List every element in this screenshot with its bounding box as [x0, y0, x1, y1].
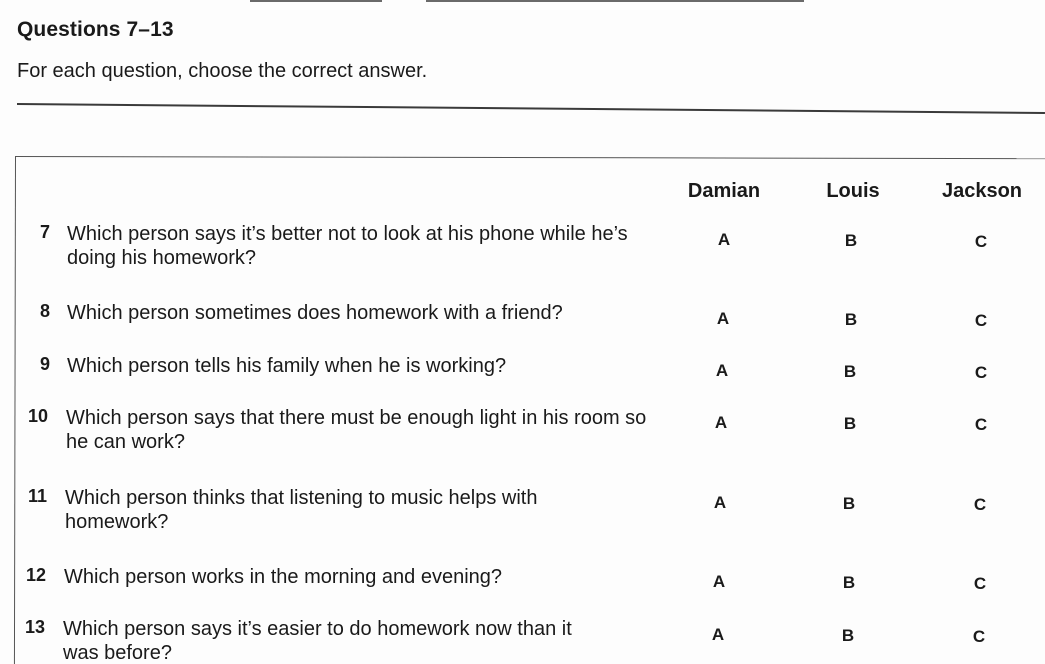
option-b[interactable]: B	[844, 231, 858, 250]
option-b[interactable]: B	[841, 626, 855, 645]
question-text: Which person tells his family when he is working?	[67, 355, 507, 377]
question-number: 11	[27, 486, 47, 506]
option-c[interactable]: C	[972, 627, 986, 646]
question-text: Which person sometimes does homework with a friend?	[67, 302, 563, 324]
option-b[interactable]: B	[843, 362, 857, 381]
option-a[interactable]: A	[711, 625, 725, 644]
option-a[interactable]: A	[716, 309, 730, 328]
question-number: 7	[39, 222, 50, 242]
column-header-louis: Louis	[826, 180, 880, 202]
instruction-text: For each question, choose the correct answer.	[17, 60, 428, 82]
option-c[interactable]: C	[974, 363, 988, 382]
section-heading: Questions 7–13	[17, 18, 174, 41]
option-a[interactable]: A	[717, 230, 731, 249]
question-text: Which person says it’s easier to do homework now than it was before?	[63, 618, 572, 664]
question-text: Which person works in the morning and evening?	[64, 566, 503, 588]
question-number: 9	[39, 354, 50, 374]
option-a[interactable]: A	[712, 572, 726, 591]
option-a[interactable]: A	[714, 413, 728, 432]
question-number: 8	[39, 301, 50, 321]
option-b[interactable]: B	[844, 310, 858, 329]
option-c[interactable]: C	[973, 495, 987, 514]
option-c[interactable]: C	[974, 311, 988, 330]
option-c[interactable]: C	[974, 415, 988, 434]
top-edge-line	[426, 0, 804, 2]
option-b[interactable]: B	[842, 573, 856, 592]
question-text: Which person says that there must be enough light in his room so he can work?	[66, 407, 647, 453]
top-edge-line	[250, 0, 382, 2]
question-text: Which person thinks that listening to music helps with homework?	[65, 487, 538, 533]
option-a[interactable]: A	[715, 361, 729, 380]
question-number: 13	[24, 617, 45, 637]
option-b[interactable]: B	[843, 414, 857, 433]
column-header-jackson: Jackson	[941, 180, 1023, 202]
divider	[17, 103, 1045, 114]
option-b[interactable]: B	[842, 494, 856, 513]
option-a[interactable]: A	[713, 493, 727, 512]
option-c[interactable]: C	[974, 232, 988, 251]
question-text: Which person says it’s better not to look at his phone while he’s doing his homework?	[67, 223, 628, 269]
question-number: 10	[27, 406, 48, 426]
column-header-damian: Damian	[687, 180, 761, 202]
question-number: 12	[25, 565, 46, 585]
option-c[interactable]: C	[973, 574, 987, 593]
